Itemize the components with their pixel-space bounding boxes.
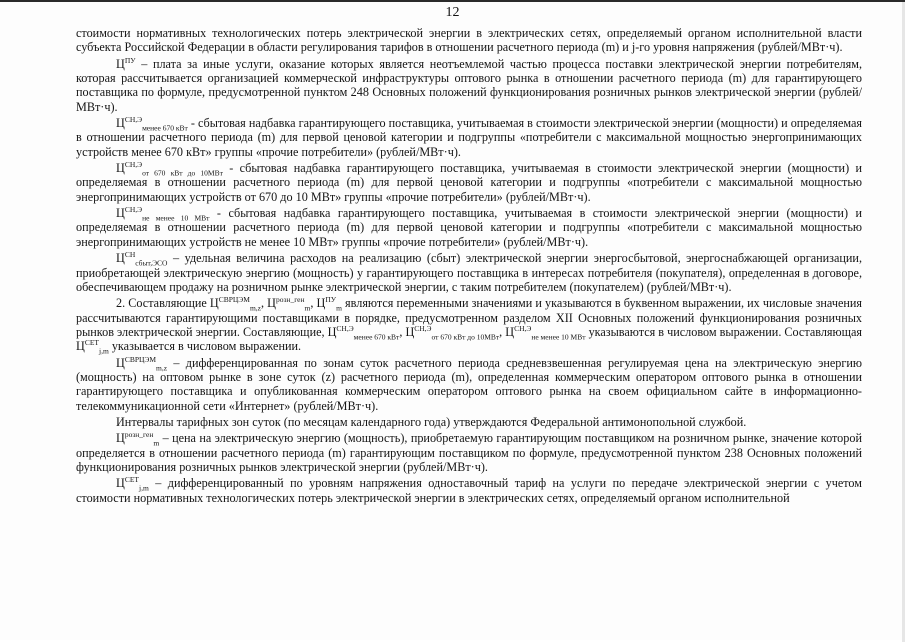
- symbol: Ц: [116, 161, 125, 176]
- symbol-subscript: менее 670 кВт: [353, 332, 400, 342]
- text-run: 2. Составляющие: [116, 296, 210, 311]
- symbol: Ц: [116, 206, 125, 221]
- definition-markup-670-to-10: [76, 161, 862, 204]
- definition-sales-costs: [76, 251, 862, 294]
- symbol: Ц: [76, 339, 85, 354]
- symbol: Ц: [116, 251, 125, 266]
- symbol: Ц: [116, 476, 125, 491]
- definition-retail-price: [76, 431, 862, 474]
- symbol-subscript: m: [336, 303, 342, 313]
- definition-text: - сбытовая надбавка гарантирующего поставщика, учитываемая в стоимости электрической энергии (мощности) и определяемая в отношении расчетного периода (m) для первой ценовой категории и подгруппы «потребители с максимальной мощностью энергопринимающих устройств не менее 10 МВт» группы «прочие потребители» (рублей/МВт·ч).: [76, 206, 862, 249]
- symbol-superscript: розн_ген: [124, 430, 154, 440]
- symbol: Ц: [405, 324, 415, 339]
- text-run: являются переменными значениями и указываются в буквенном выражении, их числовые значения рассчитываются гарантирующими поставщиками в порядке, предусмотренном разделом XII Основных положений функционирования розничных рынков электрической энергии. Составляющие,: [76, 296, 863, 339]
- definition-markup-less-670: [76, 116, 862, 159]
- symbol-superscript: СН,Э: [414, 323, 432, 333]
- symbol-subscript: j,m: [98, 346, 109, 356]
- symbol-superscript: СЕТ: [124, 475, 139, 485]
- definition-text: – плата за иные услуги, оказание которых является неотъемлемой частью процесса поставки электрической энергии потребителям, которая рассчитывается организацией коммерческой инфраструктуры оптового рынка в отношении расчетного периода (m) для гарантирующего поставщика по формуле, предусмотренной пунктом 248 Основных положений функционирования розничных рынков электрической энергии (рублей/МВт·ч).: [76, 56, 862, 114]
- symbol-subscript: менее 670 кВт: [142, 123, 188, 133]
- symbol: Ц: [267, 296, 276, 311]
- symbol: Ц: [116, 56, 125, 71]
- symbol-superscript: СВРЦЭМ: [124, 354, 157, 364]
- symbol-subscript: j,m: [138, 483, 149, 493]
- symbol-superscript: СН: [124, 250, 136, 260]
- symbol-subscript: не менее 10 МВт: [142, 213, 210, 223]
- symbol-subscript: не менее 10 МВт: [531, 332, 586, 342]
- definition-text: - сбытовая надбавка гарантирующего поставщика, учитываемая в стоимости электрической энергии (мощности) и определяемая в отношении расчетного периода (m) для первой ценовой категории и подгруппы «потребители с максимальной мощностью энергопринимающих устройств менее 670 кВт» группы «прочие потребители» (рублей/МВт·ч).: [76, 116, 862, 159]
- symbol-superscript: СЕТ: [84, 338, 99, 348]
- definition-text: - сбытовая надбавка гарантирующего поставщика, учитываемая в стоимости электрической энергии (мощности) и определяемая в отношении расчетного периода (m) для первой ценовой категории и подгруппы «потребители с максимальной мощностью энергопринимающих устройств от 670 до 10 МВт» группы «прочие потребители» (рублей/МВт·ч).: [76, 161, 862, 204]
- symbol-subscript: m: [153, 438, 160, 448]
- symbol-superscript: СН,Э: [124, 115, 143, 124]
- symbol-superscript: ПУ: [124, 55, 136, 65]
- symbol-subscript: от 670 кВт до 10МВт: [142, 168, 223, 178]
- definition-network-tariff: [76, 476, 862, 505]
- symbol-superscript: СН,Э: [124, 160, 143, 170]
- symbol-superscript: СВРЦЭМ: [218, 295, 250, 305]
- definition-wholesale-price: [76, 356, 862, 413]
- definition-text: – дифференцированный по уровням напряжения одноставочный тариф на услуги по передаче электрической энергии с учетом стоимости нормативных технологических потерь электрической энергии в электрических сетях, определяемый органом исполнительной: [76, 476, 862, 505]
- definition-text: – дифференцированная по зонам суток расчетного периода средневзвешенная регулируемая цена на электрическую энергию (мощность) на оптовом рынке в зоне суток (z) расчетного периода (m), определенная коммерческим оператором оптового рынка в отношении гарантирующего поставщика и опубликованная коммерческим оператором оптового рынка на своем официальном сайте в информационно-телекоммуникационной сети «Интернет» (рублей/МВт·ч).: [76, 355, 862, 413]
- text-run: указываются в числовом выражении. Составляющая: [585, 324, 863, 339]
- symbol: Ц: [316, 296, 326, 311]
- symbol-superscript: розн_ген: [275, 295, 305, 305]
- symbol-subscript: m,z: [249, 303, 261, 313]
- symbol-subscript: сбыт,ЭСО: [135, 258, 168, 268]
- symbol: Ц: [116, 355, 125, 370]
- definition-text: – цена на электрическую энергию (мощность), приобретаемую гарантирующим поставщиком на розничном рынке, значение которой определяется в отношении расчетного периода (m) гарантирующим поставщиком по формуле, предусмотренной пунктом 238 Основных положений функционирования розничных рынков электрической энергии (рублей/МВт·ч).: [76, 431, 862, 474]
- symbol: Ц: [116, 116, 125, 131]
- definition-text: – удельная величина расходов на реализацию (сбыт) электрической энергии энергосбытовой, энергоснабжающей организации, приобретающей электрическую энергию (мощность) у гарантирующего поставщика в интересах потребителя (покупателя), определенная в договоре, обеспечивающем продажу на розничном рынке электрической энергии, с таким потребителем (покупателем) (рублей/МВт·ч).: [76, 251, 862, 294]
- symbol-superscript: СН,Э: [336, 323, 354, 333]
- paragraph-tariff-intervals: Интервалы тарифных зон суток (по месяцам календарного года) утверждаются Федеральной антимонопольной службой.: [116, 414, 747, 429]
- text-run: указывается в числовом выражении.: [108, 339, 302, 354]
- symbol-superscript: СН,Э: [514, 323, 532, 333]
- symbol: Ц: [505, 324, 515, 339]
- symbol-superscript: СН,Э: [124, 205, 143, 215]
- symbol: Ц: [327, 324, 337, 339]
- symbol-superscript: ПУ: [325, 295, 337, 305]
- paragraph-components: 2. Составляющие $Ц^{СВРЦЭМ}_{m,z}$, $Ц^{розн\_ген}_m$, $Ц^{ПУ}_m$ являются переменными значениями и указываются в буквенном выражении, их числовые значения рассчитываются гарантирующими поставщиками в порядке, предусмотренном разделом XII Основных положений функционирования розничных рынков электрической энергии. Составляющие, $Ц^{СН,Э}_{менее 670 кВт}$, $Ц^{СН,Э}_{от 670 кВт до 10МВт}$, $Ц^{СН,Э}_{не менее 10 МВт}$ указываются в числовом выражении. Составляющая $Ц^{СЕТ}_{j,m}$ указывается в числовом выражении.: [76, 295, 863, 356]
- symbol: Ц: [209, 296, 219, 311]
- symbol-subscript: от 670 кВт до 10МВт: [431, 332, 500, 342]
- document-body: [76, 26, 862, 507]
- definition-markup-over-10: [76, 206, 862, 249]
- definition-other-services: [76, 57, 862, 114]
- paragraph-continuation: стоимости нормативных технологических потерь электрической энергии в электрических сетях, определяемый органом исполнительной власти субъекта Российской Федерации в области регулирования тарифов в отношении расчетного периода (m) и j-го уровня напряжения (рублей/МВт·ч).: [76, 26, 862, 55]
- symbol-subscript: m: [304, 303, 311, 313]
- page-number: 12: [445, 5, 460, 20]
- symbol: Ц: [116, 431, 125, 446]
- symbol-subscript: m,z: [156, 363, 168, 372]
